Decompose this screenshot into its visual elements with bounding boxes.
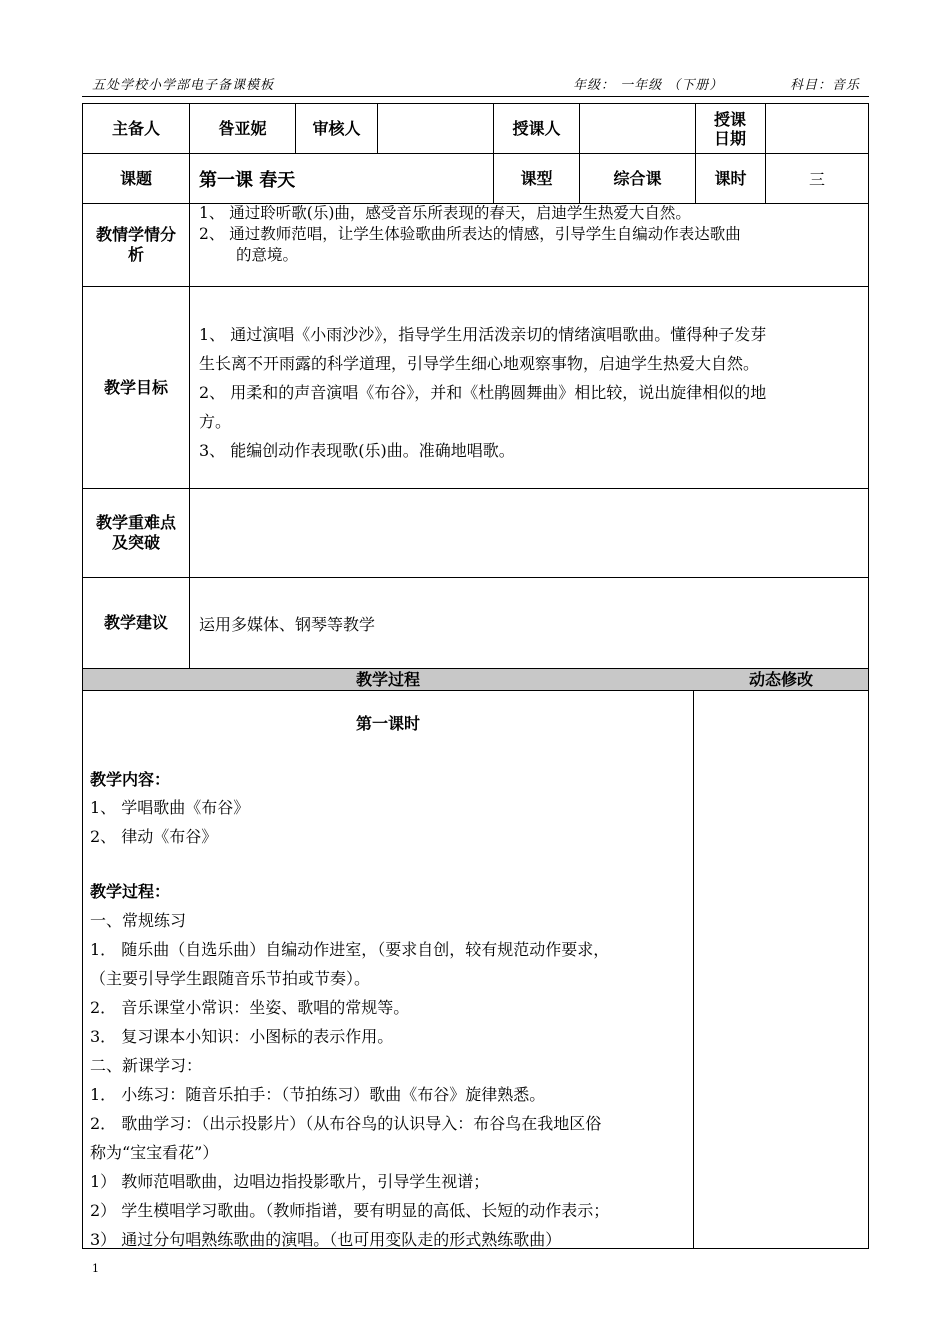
process-header: 教学过程 xyxy=(355,669,420,689)
process-step: 二、新课学习： xyxy=(90,1056,203,1075)
topic-label: 课题 xyxy=(119,168,152,188)
reviewer-label: 审核人 xyxy=(312,118,361,138)
process-step: 称为“宝宝看花”） xyxy=(90,1143,219,1162)
key-points-value xyxy=(199,489,864,577)
topic-value: 第一课 春天 xyxy=(199,169,296,191)
process-step: 2） 学生模唱学习歌曲。（教师指谱，要有明显的高低、长短的动作表示； xyxy=(90,1201,610,1220)
process-step: 1． 随乐曲（自选乐曲）自编动作进室，（要求自创，较有规范动作要求， xyxy=(90,940,610,959)
process-step: 2． 音乐课堂小常识：坐姿、歌唱的常规等。 xyxy=(90,998,410,1017)
process-step: 1） 教师范唱歌曲，边唱边指投影歌片，引导学生视谱； xyxy=(90,1172,490,1191)
session-title: 第一课时 xyxy=(355,713,420,733)
analysis-line: 2、 通过教师范唱，让学生体验歌曲所表达的情感，引导学生自编动作表达歌曲 xyxy=(199,225,741,243)
goal-line: 2、 用柔和的声音演唱《布谷》，并和《杜鹃圆舞曲》相比较，说出旋律相似的地 xyxy=(199,383,767,402)
teacher-name xyxy=(580,104,695,153)
key-points-label: 教学重难点及突破 xyxy=(95,513,176,552)
subject-label: 科目：音乐 xyxy=(790,78,861,93)
preparer-name: 昝亚妮 xyxy=(218,118,267,138)
type-label: 课型 xyxy=(520,168,553,188)
type-value: 综合课 xyxy=(613,168,662,188)
goals-text xyxy=(199,320,864,465)
header-divider xyxy=(82,96,869,97)
goal-line: 3、 能编创动作表现歌(乐)曲。准确地唱歌。 xyxy=(199,441,515,460)
content-item: 2、 律动《布谷》 xyxy=(90,827,218,846)
process-step: 1． 小练习：随音乐拍手：（节拍练习）歌曲《布谷》旋律熟悉。 xyxy=(90,1085,546,1104)
goals-label: 教学目标 xyxy=(103,377,168,397)
analysis-label: 教情学情分析 xyxy=(95,225,176,264)
date-label: 授课日期 xyxy=(713,109,746,148)
grade-label: 年级： 一年级 （下册） xyxy=(573,78,724,93)
analysis-line: 的意境。 xyxy=(236,246,299,264)
preparer-label: 主备人 xyxy=(111,118,160,138)
hours-value: 三 xyxy=(808,170,825,189)
process-step: 一、常规练习 xyxy=(90,911,187,930)
date-value xyxy=(766,104,868,153)
process-step: 2． 歌曲学习：（出示投影片）（从布谷鸟的认识导入：布谷鸟在我地区俗 xyxy=(90,1114,602,1133)
goal-line: 方。 xyxy=(199,412,232,431)
school-template-title: 五处学校小学部电子备课模板 xyxy=(92,78,275,93)
goal-line: 1、 通过演唱《小雨沙沙》，指导学生用活泼亲切的情绪演唱歌曲。懂得种子发芽 xyxy=(199,325,767,344)
content-label: 教学内容： xyxy=(90,770,171,789)
suggestion-value: 运用多媒体、钢琴等教学 xyxy=(199,614,376,634)
process-step: （主要引导学生跟随音乐节拍或节奏）。 xyxy=(90,969,371,988)
goal-line: 生长离不开雨露的科学道理，引导学生细心地观察事物，启迪学生热爱大自然。 xyxy=(199,354,760,373)
process-line xyxy=(90,906,690,1254)
reviewer-name xyxy=(378,104,493,153)
process-step: 3） 通过分句唱熟练歌曲的演唱。（也可用变队走的形式熟练歌曲） xyxy=(90,1230,562,1249)
content-item: 1、 学唱歌曲《布谷》 xyxy=(90,798,250,817)
process-step: 3． 复习课本小知识：小图标的表示作用。 xyxy=(90,1027,394,1046)
hours-label: 课时 xyxy=(714,168,747,188)
analysis-line: 1、 通过聆听歌(乐)曲，感受音乐所表现的春天，启迪学生热爱大自然。 xyxy=(199,204,691,222)
teacher-label: 授课人 xyxy=(512,118,561,138)
analysis-text xyxy=(199,203,864,266)
suggestion-label: 教学建议 xyxy=(103,613,168,632)
process-label: 教学过程： xyxy=(90,882,171,901)
page-number: 1 xyxy=(92,1262,99,1275)
revision-header: 动态修改 xyxy=(748,669,813,689)
